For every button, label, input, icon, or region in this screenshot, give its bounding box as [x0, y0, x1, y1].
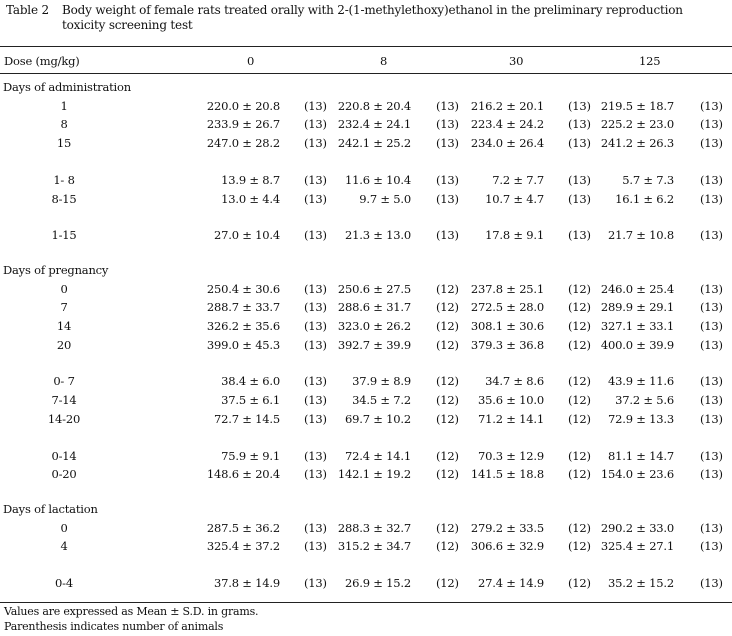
cell-n: (13) — [436, 117, 459, 132]
cell-n: (13) — [700, 576, 723, 590]
table-row — [0, 338, 732, 354]
cell-mean-sd: 392.7 ± 39.9 — [337, 337, 411, 352]
cell-n: (13) — [700, 337, 723, 352]
cell-n: (13) — [436, 191, 459, 206]
cell-mean-sd: 37.8 ± 14.9 — [214, 576, 280, 590]
row-label: 15 — [56, 136, 72, 151]
cell-n: (13) — [700, 393, 723, 408]
cell-n: (12) — [436, 300, 459, 315]
cell-n: (13) — [700, 300, 723, 315]
cell-mean-sd: 10.7 ± 4.7 — [485, 191, 544, 206]
dose-header-30: 30 — [509, 54, 524, 68]
cell-mean-sd: 37.2 ± 5.6 — [615, 393, 674, 408]
cell-n: (13) — [436, 228, 459, 243]
cell-n: (13) — [700, 374, 723, 389]
cell-n: (12) — [568, 393, 591, 408]
table-caption — [6, 3, 726, 33]
cell-n: (12) — [568, 281, 591, 296]
table-title-line-2: toxicity screening test — [62, 18, 193, 32]
cell-n: (13) — [700, 411, 723, 426]
cell-n: (12) — [568, 467, 591, 482]
cell-n: (13) — [568, 228, 591, 243]
table-row — [0, 282, 732, 298]
cell-mean-sd: 43.9 ± 11.6 — [608, 374, 674, 389]
cell-n: (12) — [436, 520, 459, 535]
row-label: 7 — [60, 300, 68, 315]
cell-mean-sd: 325.4 ± 37.2 — [206, 539, 280, 554]
cell-mean-sd: 250.4 ± 30.6 — [206, 281, 280, 296]
table-label: Table 2 — [6, 3, 49, 17]
cell-n: (12) — [436, 393, 459, 408]
cell-mean-sd: 288.3 ± 32.7 — [337, 520, 411, 535]
cell-mean-sd: 35.2 ± 15.2 — [608, 576, 674, 590]
cell-mean-sd: 220.0 ± 20.8 — [206, 98, 280, 113]
cell-mean-sd: 154.0 ± 23.6 — [600, 467, 674, 482]
cell-n: (13) — [304, 374, 327, 389]
cell-n: (12) — [568, 448, 591, 463]
cell-mean-sd: 142.1 ± 19.2 — [337, 467, 411, 482]
cell-n: (12) — [436, 576, 459, 590]
cell-mean-sd: 5.7 ± 7.3 — [622, 172, 674, 187]
cell-n: (12) — [568, 374, 591, 389]
table-row — [0, 117, 732, 133]
cell-n: (13) — [700, 448, 723, 463]
cell-mean-sd: 72.7 ± 14.5 — [214, 411, 280, 426]
section-title: Days of lactation — [3, 501, 98, 516]
cell-mean-sd: 279.2 ± 33.5 — [470, 520, 544, 535]
cell-mean-sd: 308.1 ± 30.6 — [470, 319, 544, 333]
cell-n: (13) — [700, 319, 723, 333]
cell-mean-sd: 327.1 ± 33.1 — [600, 319, 674, 333]
top-rule — [0, 46, 732, 47]
cell-mean-sd: 237.8 ± 25.1 — [470, 281, 544, 296]
cell-mean-sd: 21.3 ± 13.0 — [345, 228, 411, 243]
cell-n: (12) — [436, 281, 459, 296]
cell-mean-sd: 148.6 ± 20.4 — [206, 467, 280, 482]
cell-mean-sd: 37.9 ± 8.9 — [352, 374, 411, 389]
table-row — [0, 412, 732, 428]
cell-n: (12) — [568, 411, 591, 426]
cell-n: (13) — [304, 172, 327, 187]
cell-n: (12) — [568, 520, 591, 535]
row-label: 0- 7 — [53, 374, 75, 389]
bottom-rule — [0, 602, 732, 603]
cell-n: (13) — [304, 117, 327, 132]
cell-n: (12) — [568, 337, 591, 352]
cell-n: (13) — [304, 98, 327, 113]
row-label: 7-14 — [51, 393, 77, 408]
cell-mean-sd: 72.4 ± 14.1 — [345, 448, 411, 463]
dose-header-label: Dose (mg/kg) — [4, 54, 80, 68]
table-row — [0, 467, 732, 483]
cell-n: (13) — [304, 136, 327, 151]
cell-n: (13) — [700, 520, 723, 535]
cell-mean-sd: 223.4 ± 24.2 — [470, 117, 544, 132]
row-label: 4 — [60, 539, 68, 554]
table-row — [0, 374, 732, 390]
cell-n: (13) — [436, 98, 459, 113]
cell-mean-sd: 17.8 ± 9.1 — [485, 228, 544, 243]
cell-n: (12) — [436, 374, 459, 389]
cell-n: (12) — [568, 576, 591, 590]
cell-n: (12) — [436, 448, 459, 463]
table-row — [0, 136, 732, 152]
cell-n: (13) — [304, 520, 327, 535]
cell-n: (12) — [568, 300, 591, 315]
cell-mean-sd: 219.5 ± 18.7 — [600, 98, 674, 113]
cell-n: (13) — [700, 228, 723, 243]
cell-mean-sd: 233.9 ± 26.7 — [206, 117, 280, 132]
footnote-parenthesis: Parenthesis indicates number of animals — [4, 620, 224, 633]
cell-mean-sd: 323.0 ± 26.2 — [337, 319, 411, 333]
row-label: 0-20 — [51, 467, 77, 482]
cell-mean-sd: 216.2 ± 20.1 — [470, 98, 544, 113]
cell-mean-sd: 13.0 ± 4.4 — [221, 191, 280, 206]
cell-mean-sd: 287.5 ± 36.2 — [206, 520, 280, 535]
table-row — [0, 300, 732, 316]
cell-n: (13) — [700, 281, 723, 296]
cell-n: (12) — [436, 319, 459, 333]
table-row — [0, 393, 732, 409]
cell-mean-sd: 250.6 ± 27.5 — [337, 281, 411, 296]
row-label: 14 — [56, 319, 72, 333]
cell-n: (13) — [304, 191, 327, 206]
cell-n: (13) — [700, 172, 723, 187]
cell-mean-sd: 34.5 ± 7.2 — [352, 393, 411, 408]
table-title-line-1: Body weight of female rats treated orally with 2-(1-methylethoxy)ethanol in the preliminary reproduction — [62, 3, 683, 17]
cell-mean-sd: 272.5 ± 28.0 — [470, 300, 544, 315]
cell-mean-sd: 399.0 ± 45.3 — [206, 337, 280, 352]
cell-mean-sd: 27.0 ± 10.4 — [214, 228, 280, 243]
cell-n: (13) — [304, 393, 327, 408]
row-label: 20 — [56, 337, 72, 352]
section-title: Days of administration — [3, 80, 131, 94]
cell-mean-sd: 27.4 ± 14.9 — [478, 576, 544, 590]
cell-mean-sd: 7.2 ± 7.7 — [492, 172, 544, 187]
cell-n: (12) — [436, 539, 459, 554]
cell-n: (13) — [568, 136, 591, 151]
cell-mean-sd: 290.2 ± 33.0 — [600, 520, 674, 535]
table-row — [0, 449, 732, 465]
cell-mean-sd: 326.2 ± 35.6 — [206, 319, 280, 333]
cell-mean-sd: 234.0 ± 26.4 — [470, 136, 544, 151]
dose-header-0: 0 — [247, 54, 255, 68]
section-title: Days of pregnancy — [3, 262, 109, 277]
row-label: 1- 8 — [53, 172, 75, 187]
cell-n: (13) — [304, 228, 327, 243]
cell-n: (12) — [568, 539, 591, 554]
cell-mean-sd: 26.9 ± 15.2 — [345, 576, 411, 590]
cell-n: (13) — [700, 98, 723, 113]
cell-mean-sd: 9.7 ± 5.0 — [359, 191, 411, 206]
cell-mean-sd: 400.0 ± 39.9 — [600, 337, 674, 352]
cell-mean-sd: 306.6 ± 32.9 — [470, 539, 544, 554]
cell-mean-sd: 242.1 ± 25.2 — [337, 136, 411, 151]
cell-n: (13) — [568, 191, 591, 206]
cell-mean-sd: 246.0 ± 25.4 — [600, 281, 674, 296]
cell-mean-sd: 247.0 ± 28.2 — [206, 136, 280, 151]
cell-n: (13) — [304, 411, 327, 426]
row-label: 1 — [60, 98, 68, 113]
cell-mean-sd: 315.2 ± 34.7 — [337, 539, 411, 554]
cell-mean-sd: 241.2 ± 26.3 — [600, 136, 674, 151]
cell-n: (13) — [304, 337, 327, 352]
table-row — [0, 576, 732, 592]
footnote-mean-sd: Values are expressed as Mean ± S.D. in grams. — [4, 605, 259, 618]
cell-n: (13) — [568, 117, 591, 132]
row-label: 0 — [60, 520, 68, 535]
row-label: 8-15 — [51, 191, 77, 206]
cell-mean-sd: 379.3 ± 36.8 — [470, 337, 544, 352]
cell-n: (12) — [568, 319, 591, 333]
table-row — [0, 319, 732, 335]
cell-n: (13) — [568, 172, 591, 187]
cell-n: (13) — [304, 281, 327, 296]
cell-n: (13) — [700, 136, 723, 151]
cell-n: (13) — [436, 172, 459, 187]
row-label: 8 — [60, 117, 68, 132]
cell-mean-sd: 70.3 ± 12.9 — [478, 448, 544, 463]
cell-n: (12) — [436, 337, 459, 352]
cell-mean-sd: 220.8 ± 20.4 — [337, 98, 411, 113]
row-label: 0-14 — [51, 448, 77, 463]
cell-mean-sd: 69.7 ± 10.2 — [345, 411, 411, 426]
cell-mean-sd: 288.7 ± 33.7 — [206, 300, 280, 315]
row-label: 0 — [60, 281, 68, 296]
cell-n: (13) — [304, 448, 327, 463]
cell-n: (13) — [700, 117, 723, 132]
cell-mean-sd: 37.5 ± 6.1 — [221, 393, 280, 408]
cell-mean-sd: 81.1 ± 14.7 — [608, 448, 674, 463]
cell-mean-sd: 38.4 ± 6.0 — [221, 374, 280, 389]
cell-mean-sd: 21.7 ± 10.8 — [608, 228, 674, 243]
cell-mean-sd: 11.6 ± 10.4 — [345, 172, 411, 187]
cell-mean-sd: 72.9 ± 13.3 — [608, 411, 674, 426]
cell-mean-sd: 35.6 ± 10.0 — [478, 393, 544, 408]
cell-n: (12) — [436, 411, 459, 426]
cell-n: (13) — [304, 539, 327, 554]
cell-n: (13) — [436, 136, 459, 151]
table-row — [0, 228, 732, 244]
table-row — [0, 539, 732, 555]
cell-mean-sd: 289.9 ± 29.1 — [600, 300, 674, 315]
table-row — [0, 99, 732, 115]
cell-mean-sd: 232.4 ± 24.1 — [337, 117, 411, 132]
row-label: 1-15 — [51, 228, 77, 243]
dose-header-8: 8 — [380, 54, 388, 68]
cell-n: (13) — [700, 467, 723, 482]
cell-n: (12) — [436, 467, 459, 482]
row-label: 14-20 — [47, 411, 81, 426]
cell-mean-sd: 75.9 ± 9.1 — [221, 448, 280, 463]
table-row — [0, 521, 732, 537]
cell-n: (13) — [304, 319, 327, 333]
row-label: 0-4 — [55, 576, 73, 590]
cell-mean-sd: 141.5 ± 18.8 — [470, 467, 544, 482]
dose-header-125: 125 — [639, 54, 661, 68]
cell-mean-sd: 325.4 ± 27.1 — [600, 539, 674, 554]
cell-mean-sd: 16.1 ± 6.2 — [615, 191, 674, 206]
cell-mean-sd: 288.6 ± 31.7 — [337, 300, 411, 315]
cell-mean-sd: 71.2 ± 14.1 — [478, 411, 544, 426]
cell-n: (13) — [304, 467, 327, 482]
header-rule — [0, 73, 732, 74]
cell-n: (13) — [700, 191, 723, 206]
cell-mean-sd: 13.9 ± 8.7 — [221, 172, 280, 187]
cell-mean-sd: 225.2 ± 23.0 — [600, 117, 674, 132]
cell-n: (13) — [304, 576, 327, 590]
cell-n: (13) — [304, 300, 327, 315]
table-row — [0, 173, 732, 189]
cell-n: (13) — [700, 539, 723, 554]
table-row — [0, 192, 732, 208]
cell-mean-sd: 34.7 ± 8.6 — [485, 374, 544, 389]
cell-n: (13) — [568, 98, 591, 113]
